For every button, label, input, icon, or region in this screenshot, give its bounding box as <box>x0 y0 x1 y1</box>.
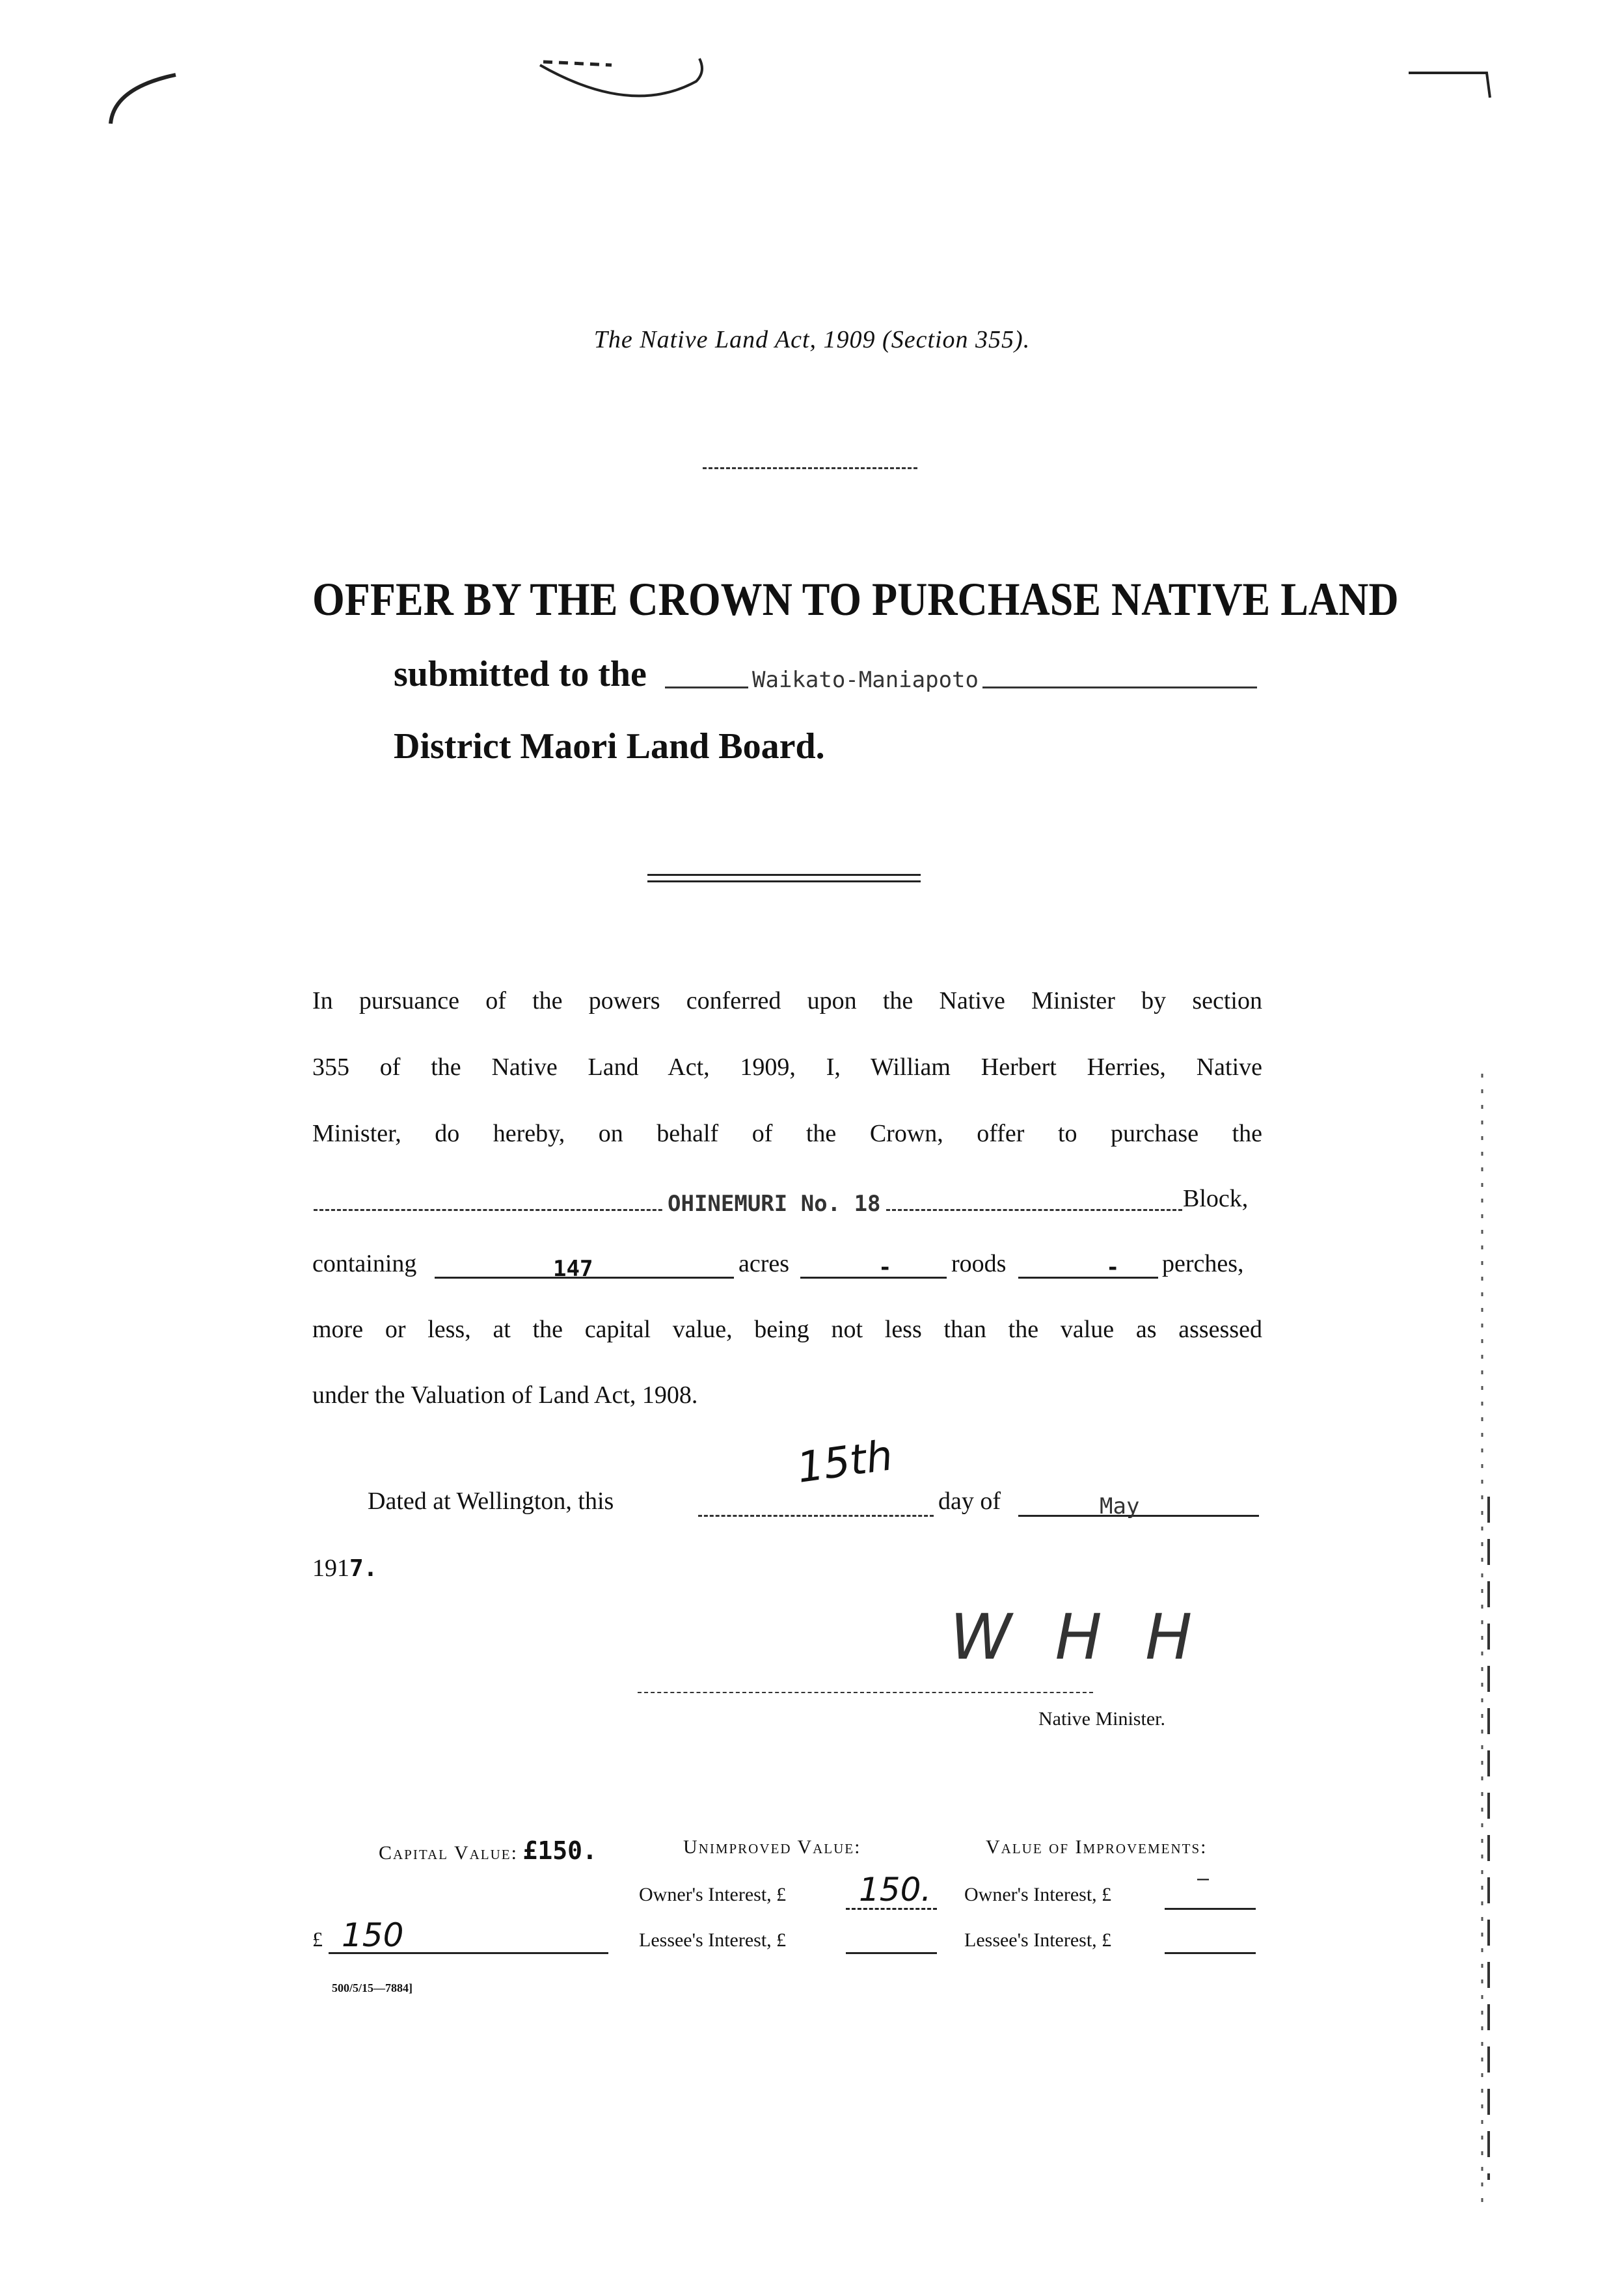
unimproved-value-label: Unimproved Value: <box>683 1836 861 1858</box>
heading-separator <box>703 467 917 469</box>
lessees-improvements-fill-line <box>1165 1952 1256 1954</box>
owners-interest-improvements-label: Owner's Interest, £ <box>964 1884 1112 1905</box>
total-prefix: £ <box>312 1927 323 1951</box>
title-double-rule-bottom <box>647 880 921 882</box>
roods-value: - <box>878 1255 892 1281</box>
owners-interest-unimproved-label: Owner's Interest, £ <box>639 1884 787 1905</box>
capital-value-caption: Capital Value: <box>379 1842 518 1864</box>
lessees-interest-unimproved-label: Lessee's Interest, £ <box>639 1929 787 1951</box>
roods-label: roods <box>951 1250 1007 1277</box>
signature-line <box>638 1692 1093 1693</box>
perches-value: - <box>1106 1255 1120 1281</box>
scan-corner-mark-right <box>1405 65 1496 104</box>
block-name-value: OHINEMURI No. 18 <box>664 1191 885 1217</box>
total-fill-line <box>329 1952 608 1954</box>
body-line-3: Minister, do hereby, on behalf of the Crown, offer to purchase the <box>312 1120 1262 1147</box>
scan-corner-mark <box>98 59 189 137</box>
roods-fill-line <box>800 1277 947 1279</box>
improvements-value-label: Value of Improvements: <box>986 1836 1208 1858</box>
owners-unimproved-value: 150. <box>859 1871 932 1909</box>
perches-fill-line <box>1018 1277 1158 1279</box>
acres-value: 147 <box>553 1256 593 1282</box>
perches-label: perches, <box>1162 1250 1244 1277</box>
act-heading: The Native Land Act, 1909 (Section 355). <box>593 326 1031 353</box>
year-suffix: 7. <box>349 1555 378 1582</box>
capital-value-label <box>379 1836 597 1865</box>
day-label: day of <box>938 1488 1001 1515</box>
capital-value-amount: £150. <box>522 1836 597 1865</box>
native-minister-label: Native Minister. <box>1038 1708 1165 1730</box>
body-line-1: In pursuance of the powers conferred upon the Native Minister by section <box>312 987 1262 1014</box>
lessees-unimproved-fill-line <box>846 1952 937 1954</box>
scan-top-scribble <box>534 52 729 111</box>
owners-improvements-value: — <box>1197 1868 1210 1890</box>
dated-prefix: Dated at Wellington, this <box>368 1488 614 1515</box>
title-district-line: District Maori Land Board. <box>394 726 825 767</box>
lessees-interest-improvements-label: Lessee's Interest, £ <box>964 1929 1112 1951</box>
block-label: Block, <box>1183 1185 1249 1212</box>
year-prefix: 191 <box>312 1555 349 1582</box>
signature-initials: W H H <box>950 1601 1204 1674</box>
body-line-6: more or less, at the capital value, being not less than the value as assessed <box>312 1316 1262 1343</box>
board-name-value: Waikato-Maniapoto <box>748 667 982 693</box>
owners-improvements-fill-line <box>1165 1908 1256 1910</box>
scan-edge-noise <box>1470 1074 1549 2212</box>
month-value: May <box>1100 1493 1140 1519</box>
year-line <box>312 1554 377 1583</box>
body-line-7: under the Valuation of Land Act, 1908. <box>312 1381 698 1409</box>
document-title: OFFER BY THE CROWN TO PURCHASE NATIVE LAND <box>312 573 1399 625</box>
containing-label: containing <box>312 1250 417 1277</box>
submitted-to-label: submitted to the <box>394 654 647 694</box>
day-value: 15th <box>794 1432 896 1493</box>
acres-label: acres <box>738 1250 790 1277</box>
total-value: 150 <box>342 1916 404 1954</box>
title-double-rule-top <box>647 874 921 876</box>
body-line-2: 355 of the Native Land Act, 1909, I, William Herbert Herries, Native <box>312 1054 1262 1081</box>
print-code: 500/5/15—7884] <box>332 1981 413 1994</box>
day-fill-line <box>698 1515 934 1517</box>
title-submitted-line <box>394 653 647 695</box>
